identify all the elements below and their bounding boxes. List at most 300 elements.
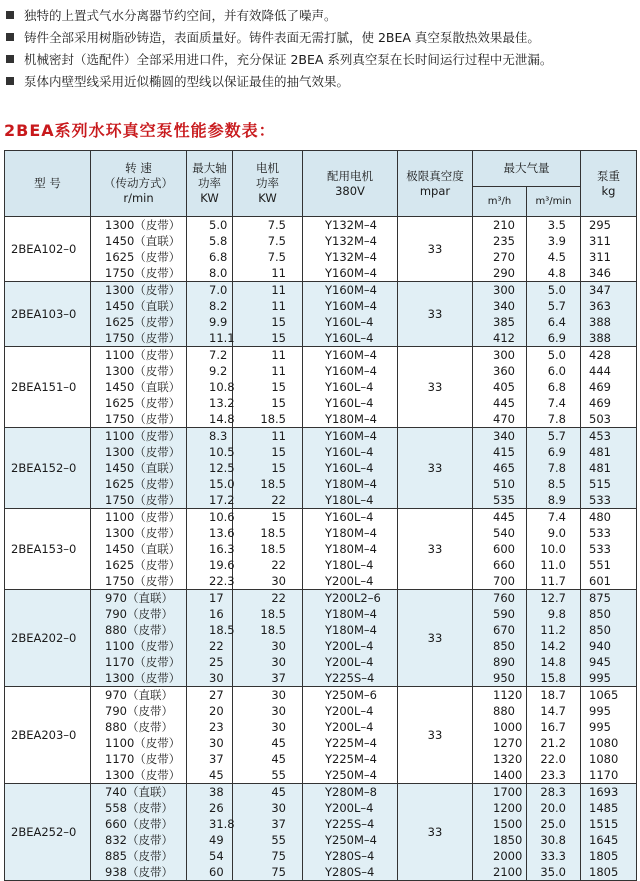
flow-per-min-value: 7.4 <box>547 396 566 410</box>
header-vacuum-line1: 极限真空度 <box>406 168 464 183</box>
header-shaft-line1: 最大轴 <box>192 161 227 175</box>
vacuum-cell: 33 <box>398 784 473 881</box>
flow-per-hour-cell <box>473 428 527 509</box>
table-row <box>5 217 637 282</box>
motor-power-cell <box>233 347 303 428</box>
speed-cell <box>91 347 187 428</box>
motor-model-value: Y132M–4 <box>325 218 377 232</box>
motor-power-value: 75 <box>271 849 286 863</box>
motor-power-value: 37 <box>271 817 286 831</box>
flow-per-hour-value: 235 <box>493 234 515 248</box>
motor-model-value: Y160L–4 <box>325 315 374 329</box>
vacuum-cell: 33 <box>398 590 473 687</box>
shaft-power-cell <box>187 509 233 590</box>
flow-per-hour-value: 445 <box>493 396 515 410</box>
flow-per-hour-value: 210 <box>493 218 515 232</box>
shaft-power-value: 15.0 <box>209 477 235 491</box>
flow-per-hour-value: 590 <box>493 607 515 621</box>
flow-per-min-value: 30.8 <box>540 833 566 847</box>
motor-power-value: 45 <box>271 752 286 766</box>
speed-value: 1100（皮带） <box>105 639 181 653</box>
flow-per-hour-value: 510 <box>493 477 515 491</box>
shaft-power-value: 10.5 <box>209 445 235 459</box>
speed-value: 970（直联） <box>105 591 173 605</box>
header-flow-text: 最大气量 <box>503 161 550 175</box>
shaft-power-value: 60 <box>209 865 224 879</box>
weight-value: 850 <box>589 607 611 621</box>
flow-per-min-value: 8.5 <box>547 477 566 491</box>
speed-value: 1750（皮带） <box>105 266 181 280</box>
table-row <box>5 784 637 881</box>
motor-model-value: Y250M–4 <box>325 833 377 847</box>
shaft-power-value: 13.6 <box>209 526 235 540</box>
motor-power-value: 30 <box>271 688 286 702</box>
motor-model-value: Y200L–4 <box>325 655 374 669</box>
shaft-power-value: 22 <box>209 639 224 653</box>
motor-power-cell <box>233 282 303 347</box>
weight-cell <box>581 687 637 784</box>
weight-value: 515 <box>589 477 611 491</box>
flow-per-min-value: 6.9 <box>547 445 566 459</box>
header-model <box>5 151 91 217</box>
shaft-power-value: 17 <box>209 591 224 605</box>
flow-per-hour-value: 760 <box>493 591 515 605</box>
weight-value: 481 <box>589 445 611 459</box>
shaft-power-value: 12.5 <box>209 461 235 475</box>
header-shaft-line2: 功率 <box>198 176 221 190</box>
speed-value: 1450（直联） <box>105 234 181 248</box>
speed-cell <box>91 428 187 509</box>
header-motor-power-line1: 电机 <box>256 161 279 175</box>
motor-model-cell <box>303 784 398 881</box>
model-cell: 2BEA102–0 <box>5 217 91 282</box>
flow-per-min-value: 9.8 <box>547 607 566 621</box>
speed-value: 740（直联） <box>105 785 173 799</box>
vacuum-cell: 33 <box>398 282 473 347</box>
header-motor-power-line2: 功率 <box>256 176 279 190</box>
flow-per-hour-value: 340 <box>493 299 515 313</box>
flow-per-hour-value: 405 <box>493 380 515 394</box>
header-flow <box>473 151 581 187</box>
motor-power-value: 11 <box>271 364 286 378</box>
flow-per-min-cell <box>527 282 581 347</box>
flow-per-min-value: 21.2 <box>540 736 566 750</box>
shaft-power-value: 17.2 <box>209 493 235 507</box>
weight-cell <box>581 784 637 881</box>
motor-model-cell <box>303 347 398 428</box>
motor-model-value: Y180M–4 <box>325 623 377 637</box>
shaft-power-value: 6.8 <box>209 250 228 264</box>
flow-per-hour-value: 1320 <box>493 752 523 766</box>
motor-model-value: Y225S–4 <box>325 817 375 831</box>
motor-model-value: Y250M–4 <box>325 768 377 782</box>
motor-power-value: 15 <box>271 331 286 345</box>
motor-model-value: Y160M–4 <box>325 283 377 297</box>
speed-value: 1300（皮带） <box>105 445 181 459</box>
motor-model-cell <box>303 687 398 784</box>
motor-model-value: Y180M–4 <box>325 412 377 426</box>
table-title: 2BEA系列水环真空泵性能参数表： <box>4 121 276 140</box>
motor-model-value: Y200L–4 <box>325 801 374 815</box>
shaft-power-value: 25 <box>209 655 224 669</box>
motor-model-value: Y160L–4 <box>325 461 374 475</box>
weight-value: 295 <box>589 218 611 232</box>
flow-per-hour-value: 1700 <box>493 785 523 799</box>
weight-value: 1693 <box>589 785 619 799</box>
flow-per-min-value: 6.0 <box>547 364 566 378</box>
flow-per-hour-value: 1200 <box>493 801 523 815</box>
weight-value: 388 <box>589 315 611 329</box>
speed-value: 1450（直联） <box>105 299 181 313</box>
flow-per-min-cell <box>527 509 581 590</box>
motor-model-value: Y200L–4 <box>325 639 374 653</box>
flow-per-hour-value: 300 <box>493 283 515 297</box>
flow-per-min-value: 25.0 <box>540 817 566 831</box>
feature-list <box>4 4 636 92</box>
weight-value: 1080 <box>589 736 619 750</box>
header-flow-per-min: m³/min <box>527 187 581 217</box>
motor-power-value: 18.5 <box>260 542 286 556</box>
shaft-power-cell <box>187 687 233 784</box>
motor-power-value: 15 <box>271 510 286 524</box>
motor-power-value: 15 <box>271 315 286 329</box>
header-speed-unit: r/min <box>123 191 154 205</box>
weight-cell <box>581 509 637 590</box>
motor-power-value: 18.5 <box>260 607 286 621</box>
motor-model-value: Y225S–4 <box>325 671 375 685</box>
speed-value: 1450（直联） <box>105 461 181 475</box>
weight-cell <box>581 428 637 509</box>
feature-text: 独特的上置式气水分离器节约空间，并有效降低了噪声。 <box>24 8 337 23</box>
weight-value: 311 <box>589 234 611 248</box>
speed-value: 1100（皮带） <box>105 510 181 524</box>
flow-per-min-value: 9.0 <box>547 526 566 540</box>
flow-per-hour-value: 470 <box>493 412 515 426</box>
speed-value: 660（皮带） <box>105 817 173 831</box>
header-motor-line1: 配用电机 <box>327 168 373 183</box>
flow-per-hour-value: 700 <box>493 574 515 588</box>
motor-model-value: Y160M–4 <box>325 299 377 313</box>
feature-item <box>4 4 636 26</box>
header-shaft-power <box>187 151 233 217</box>
motor-model-value: Y160M–4 <box>325 364 377 378</box>
shaft-power-value: 26 <box>209 801 224 815</box>
flow-per-min-value: 5.7 <box>547 429 566 443</box>
speed-value: 790（皮带） <box>105 607 173 621</box>
flow-per-min-value: 15.8 <box>540 671 566 685</box>
motor-model-value: Y180M–4 <box>325 542 377 556</box>
model-cell: 2BEA202–0 <box>5 590 91 687</box>
speed-value: 1750（皮带） <box>105 574 181 588</box>
motor-power-value: 15 <box>271 380 286 394</box>
flow-per-min-value: 4.8 <box>547 266 566 280</box>
motor-power-cell <box>233 428 303 509</box>
weight-value: 1065 <box>589 688 619 702</box>
speed-value: 558（皮带） <box>105 801 173 815</box>
shaft-power-value: 16.3 <box>209 542 235 556</box>
flow-per-hour-value: 1270 <box>493 736 523 750</box>
motor-power-value: 7.5 <box>267 250 286 264</box>
flow-per-min-value: 14.7 <box>540 704 566 718</box>
shaft-power-value: 7.2 <box>209 348 228 362</box>
speed-value: 1750（皮带） <box>105 412 181 426</box>
motor-model-value: Y180M–4 <box>325 526 377 540</box>
shaft-power-value: 27 <box>209 688 224 702</box>
flow-per-min-value: 28.3 <box>540 785 566 799</box>
weight-value: 347 <box>589 283 611 297</box>
weight-cell <box>581 347 637 428</box>
flow-per-hour-value: 270 <box>493 250 515 264</box>
speed-value: 1625（皮带） <box>105 477 181 491</box>
feature-text: 机械密封（选配件）全部采用进口件，充分保证 2BEA 系列真空泵在长时间运行过程中无泄漏。 <box>24 52 553 67</box>
flow-per-min-value: 6.4 <box>547 315 566 329</box>
speed-cell <box>91 784 187 881</box>
speed-value: 790（皮带） <box>105 704 173 718</box>
motor-power-value: 15 <box>271 445 286 459</box>
motor-power-value: 30 <box>271 704 286 718</box>
flow-per-min-value: 7.8 <box>547 412 566 426</box>
weight-value: 533 <box>589 526 611 540</box>
motor-model-value: Y160M–4 <box>325 429 377 443</box>
flow-per-min-value: 11.0 <box>540 558 566 572</box>
table-row <box>5 590 637 687</box>
weight-value: 363 <box>589 299 611 313</box>
weight-value: 945 <box>589 655 611 669</box>
motor-model-value: Y160M–4 <box>325 266 377 280</box>
motor-power-value: 45 <box>271 736 286 750</box>
motor-power-value: 18.5 <box>260 623 286 637</box>
speed-value: 1300（皮带） <box>105 364 181 378</box>
model-cell: 2BEA252–0 <box>5 784 91 881</box>
flow-per-min-cell <box>527 687 581 784</box>
speed-value: 938（皮带） <box>105 865 173 879</box>
flow-per-min-value: 35.0 <box>540 865 566 879</box>
flow-per-hour-value: 2100 <box>493 865 523 879</box>
weight-value: 346 <box>589 266 611 280</box>
motor-power-cell <box>233 687 303 784</box>
flow-per-min-value: 22.0 <box>540 752 566 766</box>
speed-value: 1100（皮带） <box>105 736 181 750</box>
speed-value: 1750（皮带） <box>105 493 181 507</box>
feature-text: 泵体内壁型线采用近似椭圆的型线以保证最佳的抽气效果。 <box>24 74 350 89</box>
weight-value: 1805 <box>589 865 619 879</box>
header-speed <box>91 151 187 217</box>
flow-per-min-value: 14.8 <box>540 655 566 669</box>
feature-item <box>4 48 636 70</box>
weight-value: 480 <box>589 510 611 524</box>
performance-table <box>4 150 637 881</box>
speed-value: 1170（皮带） <box>105 655 181 669</box>
weight-value: 1645 <box>589 833 619 847</box>
speed-value: 1100（皮带） <box>105 348 181 362</box>
shaft-power-cell <box>187 347 233 428</box>
header-motor-power <box>233 151 303 217</box>
motor-power-value: 18.5 <box>260 412 286 426</box>
flow-per-hour-value: 300 <box>493 348 515 362</box>
model-cell: 2BEA151–0 <box>5 347 91 428</box>
shaft-power-value: 16 <box>209 607 224 621</box>
flow-per-min-value: 6.8 <box>547 380 566 394</box>
motor-model-value: Y280M–8 <box>325 785 377 799</box>
speed-value: 832（皮带） <box>105 833 173 847</box>
speed-value: 880（皮带） <box>105 623 173 637</box>
speed-value: 1625（皮带） <box>105 396 181 410</box>
flow-per-hour-value: 340 <box>493 429 515 443</box>
weight-value: 428 <box>589 348 611 362</box>
flow-per-hour-value: 1500 <box>493 817 523 831</box>
flow-per-hour-value: 465 <box>493 461 515 475</box>
shaft-power-value: 8.0 <box>209 266 228 280</box>
motor-model-value: Y180L–4 <box>325 558 374 572</box>
motor-model-value: Y180L–4 <box>325 493 374 507</box>
motor-power-value: 55 <box>271 833 286 847</box>
weight-value: 1805 <box>589 849 619 863</box>
speed-value: 1100（皮带） <box>105 429 181 443</box>
shaft-power-value: 11.1 <box>209 331 235 345</box>
speed-value: 1750（皮带） <box>105 331 181 345</box>
motor-power-value: 11 <box>271 429 286 443</box>
flow-per-min-cell <box>527 217 581 282</box>
motor-power-value: 30 <box>271 720 286 734</box>
motor-power-value: 18.5 <box>260 477 286 491</box>
header-weight-unit: kg <box>601 183 616 198</box>
speed-cell <box>91 282 187 347</box>
motor-power-value: 22 <box>271 591 286 605</box>
feature-item <box>4 26 636 48</box>
motor-model-cell <box>303 217 398 282</box>
flow-per-min-value: 5.7 <box>547 299 566 313</box>
motor-model-value: Y180M–4 <box>325 477 377 491</box>
motor-power-cell <box>233 590 303 687</box>
speed-value: 1625（皮带） <box>105 315 181 329</box>
speed-value: 970（直联） <box>105 688 173 702</box>
weight-value: 444 <box>589 364 611 378</box>
weight-value: 481 <box>589 461 611 475</box>
motor-model-value: Y200L–4 <box>325 574 374 588</box>
weight-cell <box>581 282 637 347</box>
header-weight <box>581 151 637 217</box>
motor-power-value: 22 <box>271 558 286 572</box>
model-cell: 2BEA103–0 <box>5 282 91 347</box>
motor-model-value: Y160L–4 <box>325 331 374 345</box>
weight-value: 1515 <box>589 817 619 831</box>
weight-value: 995 <box>589 671 611 685</box>
flow-per-min-value: 16.7 <box>540 720 566 734</box>
motor-model-cell <box>303 282 398 347</box>
motor-power-cell <box>233 509 303 590</box>
weight-cell <box>581 217 637 282</box>
weight-value: 1080 <box>589 752 619 766</box>
weight-value: 388 <box>589 331 611 345</box>
speed-value: 1300（皮带） <box>105 218 181 232</box>
shaft-power-cell <box>187 428 233 509</box>
motor-model-cell <box>303 428 398 509</box>
shaft-power-cell <box>187 590 233 687</box>
flow-per-hour-value: 415 <box>493 445 515 459</box>
flow-per-min-value: 10.0 <box>540 542 566 556</box>
speed-value: 1625（皮带） <box>105 250 181 264</box>
flow-per-hour-cell <box>473 509 527 590</box>
shaft-power-value: 37 <box>209 752 224 766</box>
shaft-power-value: 8.3 <box>209 429 228 443</box>
motor-model-value: Y225M–4 <box>325 736 377 750</box>
motor-power-value: 11 <box>271 299 286 313</box>
motor-power-cell <box>233 784 303 881</box>
motor-model-value: Y200L2–6 <box>325 591 381 605</box>
flow-per-min-value: 7.8 <box>547 461 566 475</box>
flow-per-min-value: 6.9 <box>547 331 566 345</box>
motor-power-value: 11 <box>271 348 286 362</box>
shaft-power-cell <box>187 217 233 282</box>
weight-value: 469 <box>589 380 611 394</box>
flow-per-hour-value: 1850 <box>493 833 523 847</box>
shaft-power-value: 5.8 <box>209 234 228 248</box>
shaft-power-value: 30 <box>209 736 224 750</box>
flow-per-min-value: 11.7 <box>540 574 566 588</box>
flow-per-hour-value: 445 <box>493 510 515 524</box>
shaft-power-cell <box>187 282 233 347</box>
table-row <box>5 428 637 509</box>
speed-value: 885（皮带） <box>105 849 173 863</box>
motor-power-value: 15 <box>271 461 286 475</box>
flow-per-min-value: 8.9 <box>547 493 566 507</box>
header-flow-per-hour: m³/h <box>473 187 527 217</box>
weight-value: 453 <box>589 429 611 443</box>
flow-per-hour-value: 535 <box>493 493 515 507</box>
weight-value: 503 <box>589 412 611 426</box>
motor-model-value: Y160L–4 <box>325 380 374 394</box>
shaft-power-value: 38 <box>209 785 224 799</box>
speed-cell <box>91 590 187 687</box>
motor-power-value: 18.5 <box>260 526 286 540</box>
motor-model-value: Y280S–4 <box>325 849 375 863</box>
shaft-power-value: 19.6 <box>209 558 235 572</box>
speed-value: 1625（皮带） <box>105 558 181 572</box>
header-speed-line2: （传动方式） <box>104 176 173 190</box>
motor-power-value: 22 <box>271 493 286 507</box>
vacuum-cell: 33 <box>398 428 473 509</box>
weight-value: 875 <box>589 591 611 605</box>
flow-per-hour-value: 1120 <box>493 688 523 702</box>
flow-per-min-value: 7.4 <box>547 510 566 524</box>
header-shaft-unit: KW <box>200 191 219 205</box>
motor-model-value: Y160L–4 <box>325 396 374 410</box>
flow-per-hour-value: 850 <box>493 639 515 653</box>
flow-per-hour-value: 1400 <box>493 768 523 782</box>
shaft-power-value: 54 <box>209 849 224 863</box>
flow-per-hour-value: 670 <box>493 623 515 637</box>
feature-item <box>4 70 636 92</box>
weight-value: 850 <box>589 623 611 637</box>
flow-per-hour-value: 660 <box>493 558 515 572</box>
shaft-power-value: 49 <box>209 833 224 847</box>
header-vacuum-unit: mpar <box>419 183 451 198</box>
motor-model-value: Y132M–4 <box>325 234 377 248</box>
flow-per-hour-cell <box>473 347 527 428</box>
motor-power-value: 30 <box>271 639 286 653</box>
motor-power-value: 7.5 <box>267 218 286 232</box>
weight-value: 311 <box>589 250 611 264</box>
shaft-power-value: 13.2 <box>209 396 235 410</box>
flow-per-min-value: 11.2 <box>540 623 566 637</box>
flow-per-hour-value: 880 <box>493 704 515 718</box>
motor-power-value: 30 <box>271 801 286 815</box>
vacuum-cell: 33 <box>398 509 473 590</box>
model-cell: 2BEA153–0 <box>5 509 91 590</box>
flow-per-hour-value: 600 <box>493 542 515 556</box>
flow-per-hour-value: 950 <box>493 671 515 685</box>
flow-per-min-value: 3.9 <box>547 234 566 248</box>
